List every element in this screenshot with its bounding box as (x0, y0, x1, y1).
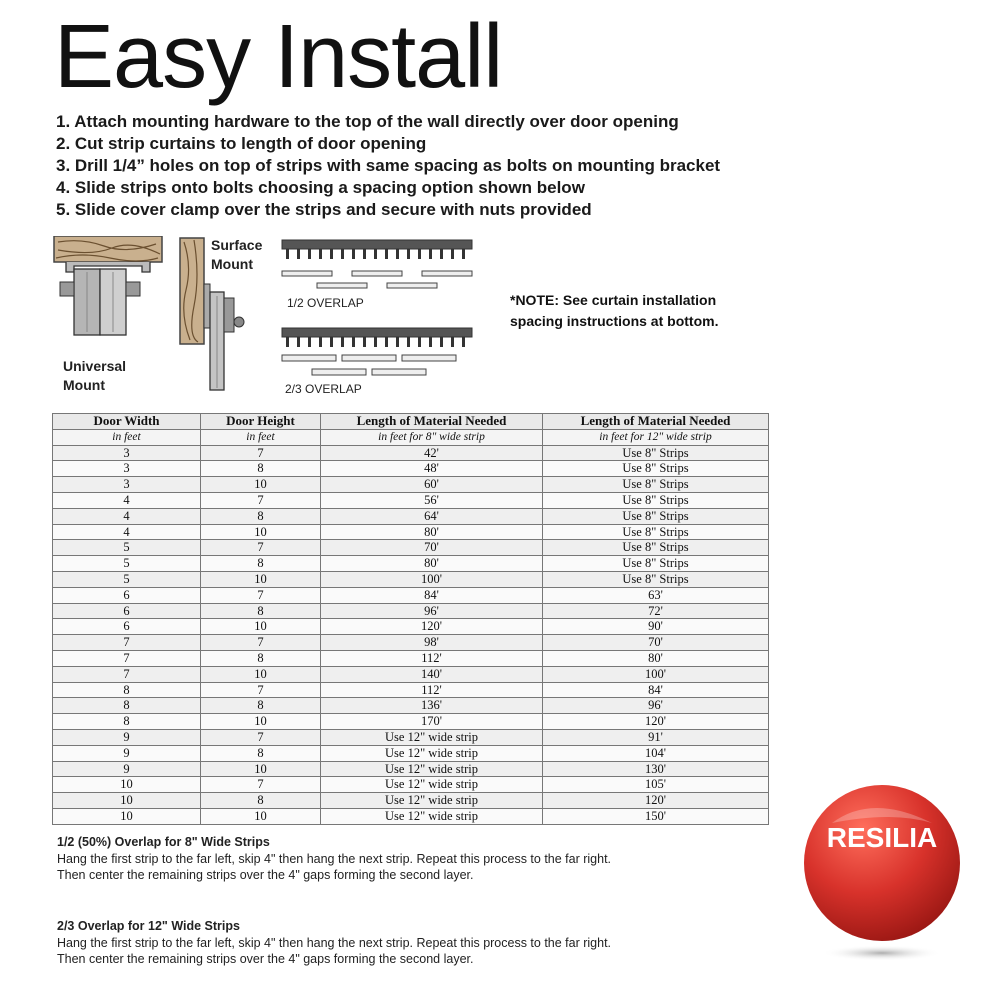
table-row (53, 761, 769, 777)
half-overlap-illustration (280, 238, 476, 294)
table-cell: 80' (321, 524, 543, 540)
universal-mount-label: Universal Mount (63, 358, 127, 393)
table-cell: 9 (53, 745, 201, 761)
table-cell: 96' (543, 698, 769, 714)
table-cell: 150' (543, 808, 769, 824)
table-cell: 140' (321, 666, 543, 682)
universal-mount-illustration (52, 236, 164, 356)
table-cell: 10 (201, 619, 321, 635)
table-cell: 112' (321, 650, 543, 666)
table-cell: 98' (321, 635, 543, 651)
table-cell: 10 (53, 777, 201, 793)
table-row (53, 666, 769, 682)
table-cell: 80' (543, 650, 769, 666)
table-cell: 100' (321, 571, 543, 587)
table-cell: 8 (201, 793, 321, 809)
table-cell: 7 (201, 587, 321, 603)
table-cell: 84' (543, 682, 769, 698)
table-row (53, 461, 769, 477)
table-cell: 9 (53, 761, 201, 777)
table-row (53, 508, 769, 524)
col-subheader-door-width: in feet (53, 429, 201, 445)
table-cell: 4 (53, 492, 201, 508)
step-4: 4. Slide strips onto bolts choosing a spacing option shown below (56, 178, 585, 197)
table-cell: 72' (543, 603, 769, 619)
table-cell: 100' (543, 666, 769, 682)
col-header-length-12in: Length of Material Needed (543, 414, 769, 430)
table-row (53, 745, 769, 761)
table-cell: Use 12" wide strip (321, 745, 543, 761)
table-cell: Use 8" Strips (543, 540, 769, 556)
table-cell: 10 (53, 808, 201, 824)
two-thirds-overlap-instructions (57, 918, 617, 968)
table-row (53, 445, 769, 461)
table-cell: 6 (53, 587, 201, 603)
table-cell: 96' (321, 603, 543, 619)
table-cell: 8 (201, 461, 321, 477)
col-subheader-door-height: in feet (201, 429, 321, 445)
table-cell: 6 (53, 603, 201, 619)
table-cell: 6 (53, 619, 201, 635)
table-cell: 8 (201, 745, 321, 761)
table-cell: 10 (201, 714, 321, 730)
table-cell: Use 8" Strips (543, 461, 769, 477)
table-cell: 80' (321, 556, 543, 572)
table-cell: 130' (543, 761, 769, 777)
table-cell: 120' (321, 619, 543, 635)
table-cell: 10 (201, 808, 321, 824)
table-cell: 136' (321, 698, 543, 714)
table-cell: 7 (201, 777, 321, 793)
table-cell: 10 (201, 571, 321, 587)
table-cell: Use 12" wide strip (321, 777, 543, 793)
table-cell: 8 (201, 556, 321, 572)
table-row (53, 603, 769, 619)
table-subheader-row (53, 429, 769, 445)
table-row (53, 698, 769, 714)
table-row (53, 556, 769, 572)
table-cell: 3 (53, 461, 201, 477)
page-title: Easy Install (54, 7, 503, 107)
table-row (53, 777, 769, 793)
table-cell: 56' (321, 492, 543, 508)
table-cell: 42' (321, 445, 543, 461)
two-thirds-overlap-illustration (280, 326, 476, 382)
table-cell: 120' (543, 714, 769, 730)
table-row (53, 682, 769, 698)
table-cell: Use 12" wide strip (321, 793, 543, 809)
table-cell: 10 (201, 761, 321, 777)
table-cell: 10 (201, 666, 321, 682)
table-header-row (53, 414, 769, 430)
table-cell: 3 (53, 445, 201, 461)
col-subheader-length-8in: in feet for 8" wide strip (321, 429, 543, 445)
table-row (53, 587, 769, 603)
table-row (53, 729, 769, 745)
table-row (53, 808, 769, 824)
table-cell: 104' (543, 745, 769, 761)
table-cell: 7 (201, 635, 321, 651)
table-cell: 7 (53, 635, 201, 651)
table-row (53, 492, 769, 508)
table-cell: 120' (543, 793, 769, 809)
col-header-length-8in: Length of Material Needed (321, 414, 543, 430)
table-cell: 8 (53, 698, 201, 714)
step-3: 3. Drill 1/4” holes on top of strips with same spacing as bolts on mounting bracket (56, 156, 721, 175)
table-cell: 4 (53, 524, 201, 540)
table-row (53, 524, 769, 540)
table-cell: 84' (321, 587, 543, 603)
table-cell: Use 8" Strips (543, 477, 769, 493)
table-cell: 105' (543, 777, 769, 793)
surface-mount-label: Surface Mount (211, 237, 263, 272)
table-cell: 7 (201, 540, 321, 556)
table-cell: 48' (321, 461, 543, 477)
col-header-door-height: Door Height (201, 414, 321, 430)
table-cell: Use 12" wide strip (321, 729, 543, 745)
table-row (53, 619, 769, 635)
table-cell: Use 12" wide strip (321, 808, 543, 824)
table-cell: Use 12" wide strip (321, 761, 543, 777)
step-5: 5. Slide cover clamp over the strips and secure with nuts provided (56, 200, 592, 219)
table-cell: 10 (201, 524, 321, 540)
table-cell: 170' (321, 714, 543, 730)
table-cell: 5 (53, 571, 201, 587)
table-cell: 8 (201, 698, 321, 714)
two-thirds-overlap-label: 2/3 OVERLAP (285, 382, 362, 396)
table-row (53, 793, 769, 809)
table-cell: 9 (53, 729, 201, 745)
table-cell: 7 (201, 682, 321, 698)
step-2: 2. Cut strip curtains to length of door opening (56, 134, 427, 153)
step-1: 1. Attach mounting hardware to the top of the wall directly over door opening (56, 112, 679, 131)
table-cell: Use 8" Strips (543, 524, 769, 540)
table-cell: 8 (53, 682, 201, 698)
table-cell: Use 8" Strips (543, 571, 769, 587)
table-cell: 90' (543, 619, 769, 635)
table-cell: 7 (201, 445, 321, 461)
table-cell: 7 (53, 650, 201, 666)
two-thirds-overlap-body: Hang the first strip to the far left, skip 4" then hang the next strip. Repeat this process to the far right. Then center the remaining strips over the 4" gaps forming the second layer. (57, 935, 612, 966)
table-cell: 70' (543, 635, 769, 651)
table-cell: 63' (543, 587, 769, 603)
table-cell: 8 (201, 508, 321, 524)
resilia-logo (802, 783, 962, 963)
half-overlap-heading: 1/2 (50%) Overlap for 8" Wide Strips (57, 835, 270, 849)
half-overlap-body: Hang the first strip to the far left, skip 4" then hang the next strip. Repeat this process to the far right. Then center the remaining strips over the 4" gaps forming the second layer. (57, 851, 612, 882)
table-cell: 70' (321, 540, 543, 556)
installation-note: *NOTE: See curtain installation spacing instructions at bottom. (510, 292, 719, 329)
table-row (53, 571, 769, 587)
col-subheader-length-12in: in feet for 12" wide strip (543, 429, 769, 445)
table-cell: 7 (53, 666, 201, 682)
table-cell: 8 (201, 603, 321, 619)
half-overlap-instructions (57, 834, 617, 884)
table-cell: 112' (321, 682, 543, 698)
table-cell: 8 (201, 650, 321, 666)
table-row (53, 635, 769, 651)
table-cell: 64' (321, 508, 543, 524)
resilia-logo-text: RESILIA (826, 822, 938, 853)
table-cell: 10 (201, 477, 321, 493)
table-row (53, 714, 769, 730)
table-body (53, 445, 769, 824)
table-cell: 8 (53, 714, 201, 730)
table-cell: 3 (53, 477, 201, 493)
table-cell: 91' (543, 729, 769, 745)
table-cell: Use 8" Strips (543, 556, 769, 572)
table-cell: 4 (53, 508, 201, 524)
table-cell: Use 8" Strips (543, 508, 769, 524)
material-table (52, 413, 769, 825)
table-cell: Use 8" Strips (543, 445, 769, 461)
table-cell: 5 (53, 540, 201, 556)
table-cell: 7 (201, 492, 321, 508)
table-row (53, 477, 769, 493)
half-overlap-label: 1/2 OVERLAP (287, 296, 364, 310)
col-header-door-width: Door Width (53, 414, 201, 430)
two-thirds-overlap-heading: 2/3 Overlap for 12" Wide Strips (57, 919, 240, 933)
table-cell: 60' (321, 477, 543, 493)
table-cell: Use 8" Strips (543, 492, 769, 508)
table-row (53, 650, 769, 666)
table-row (53, 540, 769, 556)
table-cell: 7 (201, 729, 321, 745)
table-cell: 5 (53, 556, 201, 572)
table-cell: 10 (53, 793, 201, 809)
install-steps (56, 111, 720, 221)
